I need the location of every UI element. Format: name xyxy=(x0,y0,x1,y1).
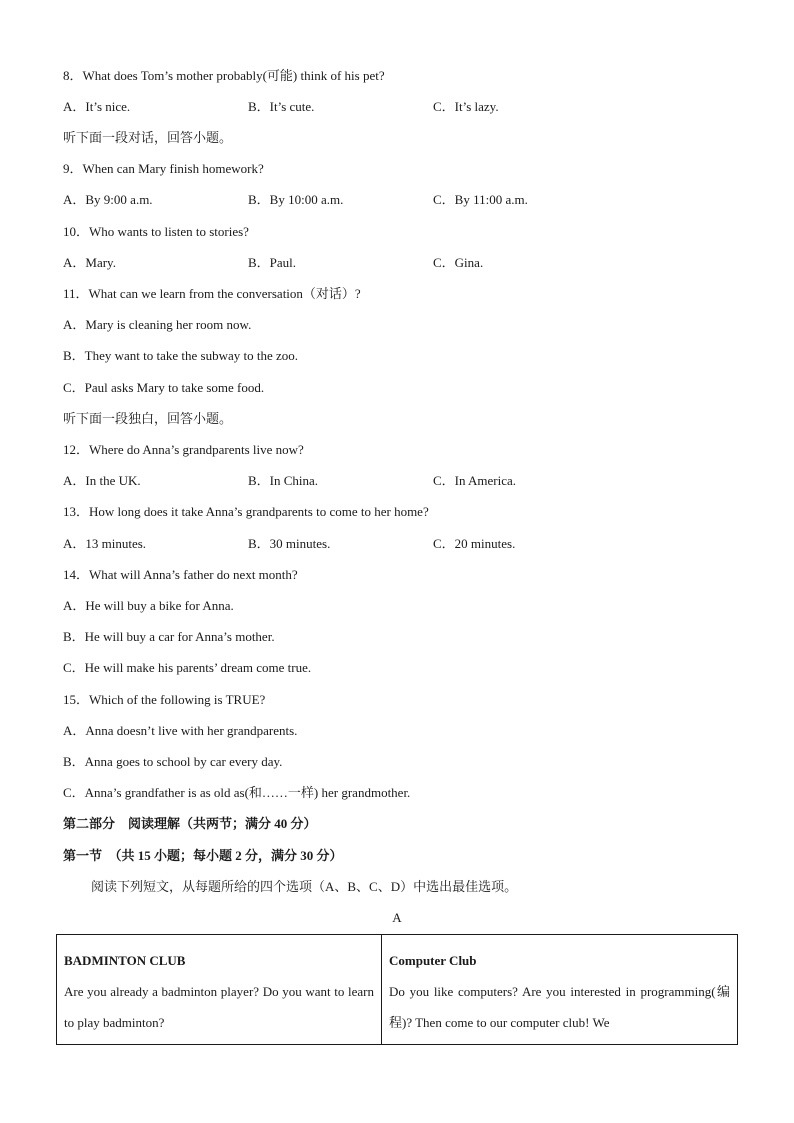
subsection-heading: 第一节 （共 15 小题；每小题 2 分，满分 30 分） xyxy=(63,848,343,863)
q15-option-c: C．Anna’s grandfather is as old as(和……一样) her grandmother. xyxy=(63,785,411,800)
instruction-monologue: 听下面一段独白，回答小题。 xyxy=(63,411,233,426)
q14-option-a: A．He will buy a bike for Anna. xyxy=(63,598,234,613)
q9-option-c: C．By 11:00 a.m. xyxy=(433,192,528,207)
q12-option-a: A．In the UK. xyxy=(63,473,141,488)
badminton-club-title: BADMINTON CLUB xyxy=(64,953,186,968)
q8-option-c: C．It’s lazy. xyxy=(433,99,499,114)
question-15: 15．Which of the following is TRUE? xyxy=(63,692,266,707)
instruction-dialogue: 听下面一段对话，回答小题。 xyxy=(63,130,233,145)
q8-option-a: A．It’s nice. xyxy=(63,99,131,114)
q15-option-a: A．Anna doesn’t live with her grandparents. xyxy=(63,723,298,738)
reading-instruction: 阅读下列短文，从每题所给的四个选项（A、B、C、D）中选出最佳选项。 xyxy=(91,879,518,894)
question-13: 13．How long does it take Anna’s grandparents to come to her home? xyxy=(63,504,429,519)
q15-option-b: B．Anna goes to school by car every day. xyxy=(63,754,283,769)
badminton-club-text: Are you already a badminton player? Do you want to learn to play badminton? xyxy=(64,984,374,1030)
q12-option-b: B．In China. xyxy=(248,473,319,488)
part-heading: 第二部分 阅读理解（共两节；满分 40 分） xyxy=(63,816,317,831)
computer-club-title: Computer Club xyxy=(389,953,477,968)
question-10: 10．Who wants to listen to stories? xyxy=(63,224,249,239)
badminton-club-cell xyxy=(57,935,382,1045)
q13-option-a: A．13 minutes. xyxy=(63,536,147,551)
q9-option-a: A．By 9:00 a.m. xyxy=(63,192,153,207)
question-9: 9．When can Mary finish homework? xyxy=(63,161,264,176)
question-12: 12．Where do Anna’s grandparents live now? xyxy=(63,442,304,457)
q10-option-a: A．Mary. xyxy=(63,255,116,270)
computer-club-text: Do you like computers? Are you interested in programming(编程)? Then come to our computer club! We xyxy=(389,984,730,1030)
question-8: 8．What does Tom’s mother probably(可能) think of his pet? xyxy=(63,68,385,83)
passage-label: A xyxy=(392,910,402,925)
question-14: 14．What will Anna’s father do next month? xyxy=(63,567,298,582)
q14-option-b: B．He will buy a car for Anna’s mother. xyxy=(63,629,275,644)
q11-option-b: B．They want to take the subway to the zoo. xyxy=(63,348,299,363)
computer-club-cell xyxy=(382,935,738,1045)
question-11: 11．What can we learn from the conversation（对话）? xyxy=(63,286,361,301)
q11-option-a: A．Mary is cleaning her room now. xyxy=(63,317,252,332)
table-row xyxy=(57,935,738,1045)
q13-option-c: C．20 minutes. xyxy=(433,536,516,551)
q12-option-c: C．In America. xyxy=(433,473,517,488)
q10-option-c: C．Gina. xyxy=(433,255,484,270)
q14-option-c: C．He will make his parents’ dream come true. xyxy=(63,660,312,675)
q13-option-b: B．30 minutes. xyxy=(248,536,331,551)
q9-option-b: B．By 10:00 a.m. xyxy=(248,192,344,207)
q10-option-b: B．Paul. xyxy=(248,255,297,270)
clubs-table xyxy=(56,934,738,1045)
q8-option-b: B．It’s cute. xyxy=(248,99,315,114)
q11-option-c: C．Paul asks Mary to take some food. xyxy=(63,380,265,395)
